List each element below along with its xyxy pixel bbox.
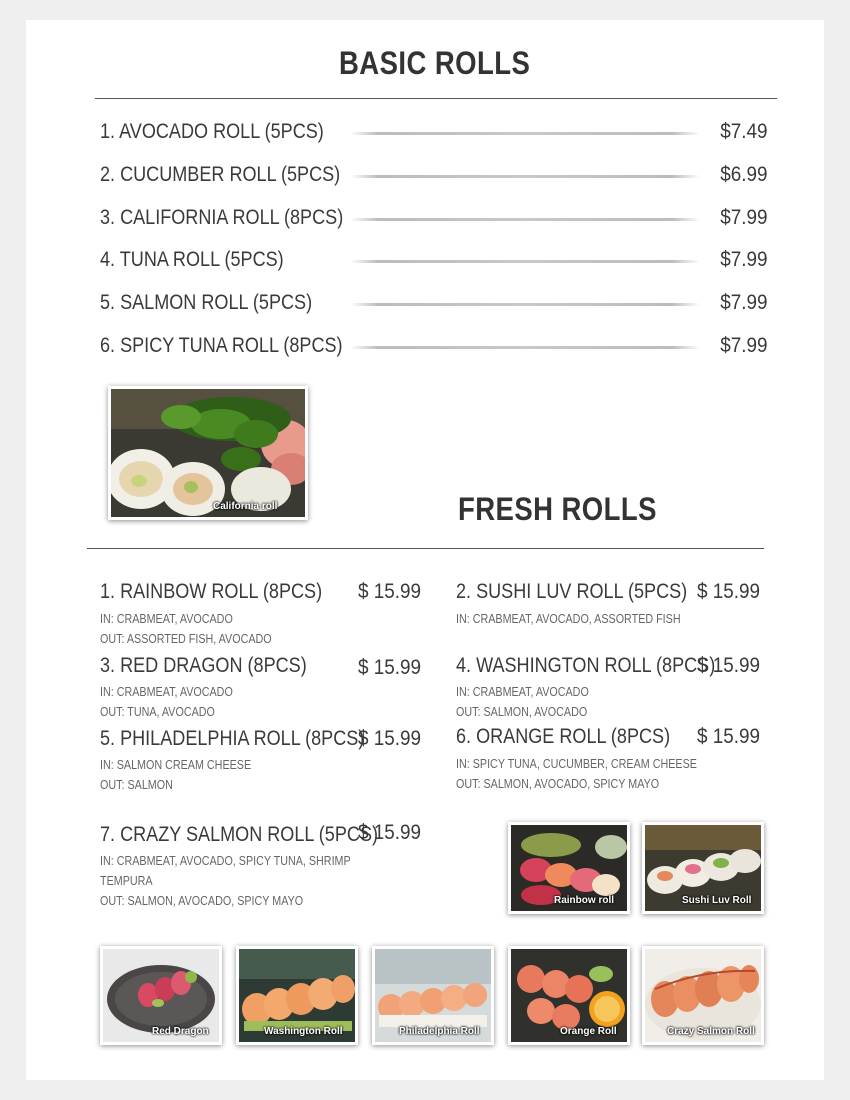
red-dragon-photo [100,946,222,1045]
fresh-roll-name: 7. CRAZY SALMON ROLL (5PCS) [100,823,379,846]
fresh-roll-description [100,755,384,795]
photo-caption: Sushi Luv Roll [682,895,752,906]
fresh-roll-name: 1. RAINBOW ROLL (8PCS) [100,580,323,603]
price-leader-line [350,218,700,221]
fresh-roll-price: $ 15.99 [358,821,422,844]
fresh-roll-outside: OUT: ASSORTED FISH, AVOCADO [100,632,272,646]
fresh-roll-price: $ 15.99 [697,654,761,677]
basic-roll-row [100,248,768,278]
fresh-roll-price: $ 15.99 [358,656,422,679]
basic-roll-price: $7.99 [720,206,768,229]
basic-roll-row [100,120,768,150]
washington-roll-photo [236,946,358,1045]
price-leader-line [350,303,700,306]
fresh-roll-inside: IN: SPICY TUNA, CUCUMBER, CREAM CHEESE [456,757,697,771]
basic-roll-row [100,291,768,321]
basic-rolls-heading: BASIC ROLLS [339,45,531,81]
fresh-roll-inside-continued: TEMPURA [100,874,153,888]
crazy-salmon-roll-photo [642,946,764,1045]
fresh-roll-inside: IN: CRABMEAT, AVOCADO, SPICY TUNA, SHRIMP [100,854,351,868]
fresh-roll-inside: IN: SALMON CREAM CHEESE [100,758,252,772]
price-leader-line [350,175,700,178]
basic-roll-price: $7.99 [720,291,768,314]
basic-roll-price: $7.99 [720,334,768,357]
sushi-luv-roll-photo [642,822,764,914]
basic-rolls-divider [95,98,777,99]
basic-roll-name: 5. SALMON ROLL (5PCS) [100,291,313,314]
fresh-rolls-divider [87,548,764,549]
photo-caption: Orange Roll [560,1026,617,1037]
fresh-rolls-heading: FRESH ROLLS [458,491,657,527]
fresh-roll-inside: IN: CRABMEAT, AVOCADO [100,685,233,699]
rainbow-roll-photo [508,822,630,914]
fresh-roll-outside: OUT: SALMON [100,778,173,792]
basic-roll-row [100,163,768,193]
fresh-roll-name: 4. WASHINGTON ROLL (8PCS) [456,654,716,677]
fresh-roll-price: $ 15.99 [697,580,761,603]
basic-roll-price: $6.99 [720,163,768,186]
philadelphia-roll-photo [372,946,494,1045]
fresh-roll-inside: IN: CRABMEAT, AVOCADO [456,685,589,699]
basic-roll-name: 3. CALIFORNIA ROLL (8PCS) [100,206,344,229]
photo-caption: Crazy Salmon Roll [667,1026,755,1037]
fresh-roll-name: 6. ORANGE ROLL (8PCS) [456,725,671,748]
orange-roll-photo [508,946,630,1045]
fresh-roll-name: 2. SUSHI LUV ROLL (5PCS) [456,580,688,603]
fresh-roll-name: 3. RED DRAGON (8PCS) [100,654,307,677]
photo-caption: California roll [213,501,278,512]
price-leader-line [350,132,700,135]
basic-roll-name: 1. AVOCADO ROLL (5PCS) [100,120,324,143]
basic-roll-name: 6. SPICY TUNA ROLL (8PCS) [100,334,343,357]
fresh-roll-price: $ 15.99 [697,725,761,748]
price-leader-line [350,260,700,263]
fresh-roll-description [100,682,384,722]
fresh-roll-description [456,682,740,722]
basic-roll-row [100,206,768,236]
basic-roll-row [100,334,768,364]
fresh-roll-outside: OUT: SALMON, AVOCADO, SPICY MAYO [456,777,660,791]
photo-caption: Philadelphia Roll [399,1026,480,1037]
fresh-roll-description [100,851,384,911]
fresh-roll-description [456,754,740,794]
fresh-roll-outside: OUT: TUNA, AVOCADO [100,705,215,719]
fresh-roll-price: $ 15.99 [358,727,422,750]
fresh-roll-inside: IN: CRABMEAT, AVOCADO [100,612,233,626]
photo-caption: Rainbow roll [554,895,614,906]
fresh-roll-outside: OUT: SALMON, AVOCADO, SPICY MAYO [100,894,304,908]
fresh-roll-description [456,609,740,629]
fresh-roll-outside: OUT: SALMON, AVOCADO [456,705,588,719]
fresh-roll-price: $ 15.99 [358,580,422,603]
fresh-roll-description [100,609,384,649]
basic-roll-price: $7.99 [720,248,768,271]
photo-caption: Washington Roll [264,1026,343,1037]
price-leader-line [350,346,700,349]
california-roll-photo [108,386,308,520]
basic-roll-price: $7.49 [720,120,768,143]
fresh-roll-name: 5. PHILADELPHIA ROLL (8PCS) [100,727,365,750]
fresh-roll-inside: IN: CRABMEAT, AVOCADO, ASSORTED FISH [456,612,681,626]
basic-roll-name: 2. CUCUMBER ROLL (5PCS) [100,163,341,186]
photo-caption: Red Dragon [152,1026,209,1037]
basic-roll-name: 4. TUNA ROLL (5PCS) [100,248,284,271]
